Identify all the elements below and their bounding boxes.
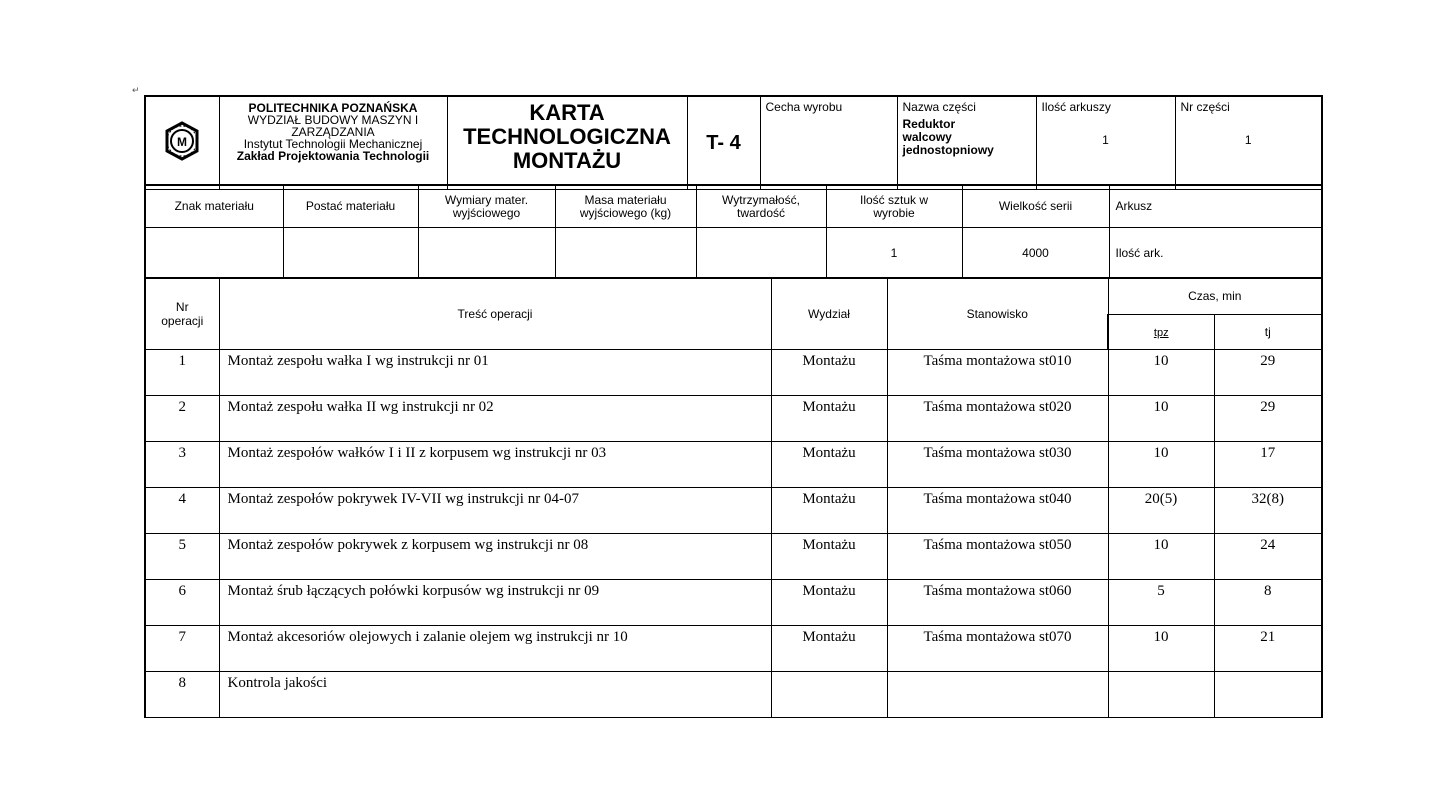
institute-line: Instytut Technologii Mechanicznej xyxy=(243,137,423,151)
op-wydzial: Montażu xyxy=(771,580,887,626)
op-tpz: 10 xyxy=(1108,626,1214,672)
op-tresc: Montaż zespołów pokrywek z korpusem wg instrukcji nr 08 xyxy=(219,534,771,580)
op-nr: 6 xyxy=(145,580,219,626)
wytrz-value xyxy=(696,228,826,279)
col-nr-operacji xyxy=(145,278,219,350)
nazwa-cell xyxy=(897,96,1036,190)
op-nr: 5 xyxy=(145,534,219,580)
op-nr: 1 xyxy=(145,350,219,396)
postac-value xyxy=(283,228,418,279)
op-tj: 17 xyxy=(1214,442,1322,488)
op-stanowisko: Taśma montażowa st050 xyxy=(887,534,1108,580)
title-line-1: KARTA xyxy=(529,100,605,125)
col-masa xyxy=(555,185,696,228)
col-wytrzymalosc xyxy=(696,185,826,228)
col-wymiary xyxy=(418,185,555,228)
table-row xyxy=(145,672,1322,718)
op-stanowisko: Taśma montażowa st060 xyxy=(887,580,1108,626)
op-tj: 24 xyxy=(1214,534,1322,580)
op-tpz: 10 xyxy=(1108,350,1214,396)
op-wydzial: Montażu xyxy=(771,488,887,534)
title-line-2: TECHNOLOGICZNA xyxy=(463,124,671,149)
ilosc-sztuk-value: 1 xyxy=(826,228,962,279)
col-masa-line1: Masa materiału xyxy=(584,192,667,207)
op-tj: 29 xyxy=(1214,396,1322,442)
op-nr: 4 xyxy=(145,488,219,534)
institution-cell xyxy=(219,96,447,190)
op-wydzial: Montażu xyxy=(771,396,887,442)
col-tpz xyxy=(1108,314,1214,350)
col-wytrz-line1: Wytrzymałość, xyxy=(722,192,800,207)
col-ilosc-line2: wyrobie xyxy=(873,205,915,220)
table-row xyxy=(145,350,1322,396)
ilosc-ark-label: Ilość ark. xyxy=(1109,228,1322,279)
header-table xyxy=(144,95,1323,190)
op-tresc: Montaż zespołów wałków I i II z korpusem wg instrukcji nr 03 xyxy=(219,442,771,488)
op-wydzial: Montażu xyxy=(771,442,887,488)
nr-czesci-value: 1 xyxy=(1244,133,1252,147)
operations-table xyxy=(144,277,1323,718)
faculty-line2: ZARZĄDZANIA xyxy=(291,125,375,139)
col-postac-materialu: Postać materiału xyxy=(283,185,418,228)
col-czas: Czas, min xyxy=(1108,278,1322,314)
table-row xyxy=(145,396,1322,442)
op-tresc: Montaż zespołów pokrywek IV-VII wg instrukcji nr 04-07 xyxy=(219,488,771,534)
title-line-3: MONTAŻU xyxy=(512,148,622,173)
op-stanowisko: Taśma montażowa st010 xyxy=(887,350,1108,396)
department-line: Zakład Projektowania Technologii xyxy=(236,149,430,163)
col-wymiary-line2: wyjściowego xyxy=(452,205,521,220)
znak-value xyxy=(145,228,283,279)
op-tj xyxy=(1214,672,1322,718)
col-ilosc-line1: Ilość sztuk w xyxy=(859,192,928,207)
col-wymiary-line1: Wymiary mater. xyxy=(444,192,529,207)
cecha-cell xyxy=(760,96,897,190)
op-tj: 8 xyxy=(1214,580,1322,626)
op-tpz: 10 xyxy=(1108,396,1214,442)
cecha-label: Cecha wyrobu xyxy=(765,100,843,114)
logo-cell xyxy=(145,96,219,190)
table-row xyxy=(145,626,1322,672)
institution-name: POLITECHNIKA POZNAŃSKA xyxy=(248,101,418,115)
op-stanowisko: Taśma montażowa st020 xyxy=(887,396,1108,442)
col-tj xyxy=(1214,314,1322,350)
col-stanowisko: Stanowisko xyxy=(887,278,1108,350)
op-tpz: 20(5) xyxy=(1108,488,1214,534)
wymiary-value xyxy=(418,228,555,279)
nazwa-value-line3: jednostopniowy xyxy=(902,143,994,157)
op-nr: 2 xyxy=(145,396,219,442)
nazwa-value-line1: Reduktor xyxy=(902,117,956,131)
op-wydzial: Montażu xyxy=(771,534,887,580)
op-tj[interactable]: 32(8) xyxy=(1214,488,1322,534)
nazwa-value-line2: walcowy xyxy=(902,130,952,144)
op-nr: 7 xyxy=(145,626,219,672)
col-wielkosc-serii: Wielkość serii xyxy=(962,185,1109,228)
op-tpz: 5 xyxy=(1108,580,1214,626)
op-tresc: Montaż zespołu wałka II wg instrukcji nr 02 xyxy=(219,396,771,442)
card-code: T- 4 xyxy=(687,96,760,190)
nr-czesci-cell xyxy=(1175,96,1322,190)
op-wydzial xyxy=(771,672,887,718)
op-wydzial: Montażu xyxy=(771,626,887,672)
op-stanowisko: Taśma montażowa st070 xyxy=(887,626,1108,672)
op-tpz xyxy=(1108,672,1214,718)
op-tpz: 10 xyxy=(1108,442,1214,488)
table-row xyxy=(145,580,1322,626)
op-wydzial: Montażu xyxy=(771,350,887,396)
ilosc-arkuszy-value: 1 xyxy=(1102,133,1109,147)
col-nr-line2: operacji xyxy=(161,314,204,328)
faculty-line1: WYDZIAŁ BUDOWY MASZYN I xyxy=(247,113,419,127)
col-tpz-label: tpz xyxy=(1153,326,1169,339)
op-tresc: Montaż akcesoriów olejowych i zalanie olejem wg instrukcji nr 10 xyxy=(219,626,771,672)
table-row xyxy=(145,488,1322,534)
col-wydzial: Wydział xyxy=(771,278,887,350)
material-table xyxy=(144,184,1323,279)
document-title-cell xyxy=(447,96,687,190)
wielkosc-serii-value: 4000 xyxy=(962,228,1109,279)
paragraph-anchor-mark: ↵ xyxy=(132,85,140,95)
col-ilosc-sztuk xyxy=(826,185,962,228)
op-tj: 29 xyxy=(1214,350,1322,396)
svg-text:M: M xyxy=(177,134,188,149)
op-tj: 21 xyxy=(1214,626,1322,672)
op-tpz: 10 xyxy=(1108,534,1214,580)
ilosc-arkuszy-label: Ilość arkuszy xyxy=(1041,100,1111,114)
table-row xyxy=(145,534,1322,580)
op-tresc: Montaż śrub łączących połówki korpusów wg instrukcji nr 09 xyxy=(219,580,771,626)
op-tresc: Kontrola jakości xyxy=(219,672,771,718)
nazwa-value xyxy=(898,114,1036,157)
col-znak-materialu: Znak materiału xyxy=(145,185,283,228)
col-tresc-operacji: Treść operacji xyxy=(219,278,771,350)
table-row xyxy=(145,442,1322,488)
op-stanowisko: Taśma montażowa st040 xyxy=(887,488,1108,534)
ilosc-arkuszy-cell xyxy=(1036,96,1175,190)
col-tj-label: tj xyxy=(1264,324,1271,339)
arkusz-label: Arkusz xyxy=(1109,185,1322,228)
col-masa-line2: wyjściowego (kg) xyxy=(579,205,672,220)
university-logo-icon xyxy=(162,121,202,161)
op-stanowisko: Taśma montażowa st030 xyxy=(887,442,1108,488)
nr-czesci-label: Nr części xyxy=(1180,100,1230,114)
op-stanowisko xyxy=(887,672,1108,718)
col-wytrz-line2: twardość xyxy=(736,205,786,220)
nazwa-label: Nazwa części xyxy=(902,100,976,114)
op-nr: 8 xyxy=(145,672,219,718)
masa-value xyxy=(555,228,696,279)
op-tresc: Montaż zespołu wałka I wg instrukcji nr 01 xyxy=(219,350,771,396)
col-nr-line1: Nr xyxy=(175,300,189,314)
op-nr: 3 xyxy=(145,442,219,488)
